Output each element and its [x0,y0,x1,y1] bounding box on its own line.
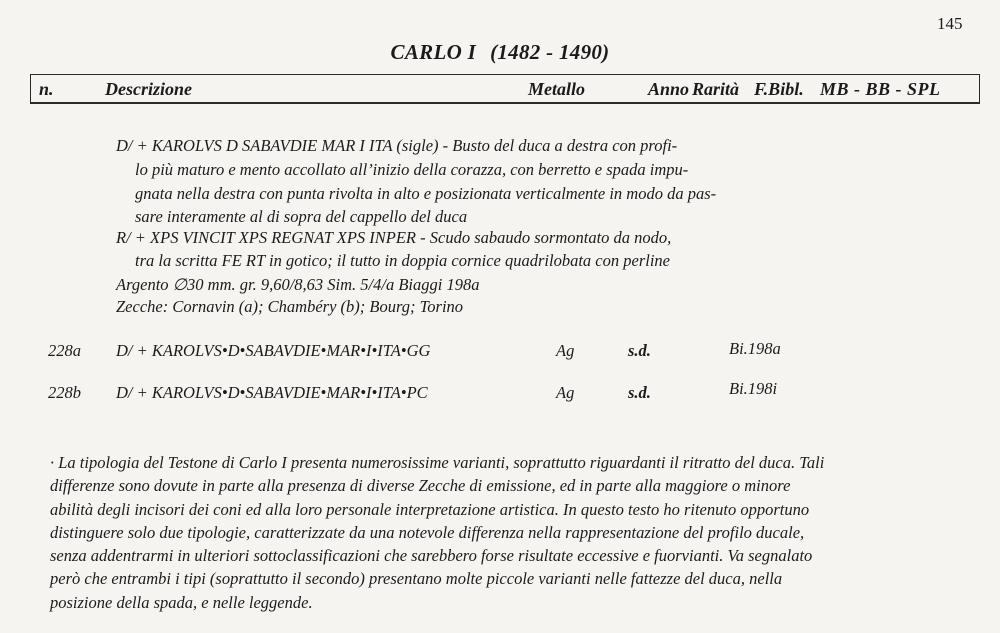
note-line: posizione della spada, e nelle leggende. [50,592,313,612]
variant-year: s.d. [628,341,651,360]
header-metal: Metallo [528,79,585,99]
note-line: senza addentrarmi in ulteriori sottoclassificazioni che sarebbero forse risultate eccessive e fuorvianti. Va segnalato [50,546,813,566]
note-line: · La tipologia del Testone di Carlo I presenta numerosissime varianti, soprattutto riguardanti il ritratto del duca. Tali [50,453,825,472]
reverse-line-1 [116,228,671,248]
note-line: abilità degli incisori dei coni ed alla loro personale interpretazione artistica. In questo testo ho ritenuto opportuno [50,499,810,519]
ruler-name: CARLO I [390,40,477,64]
mints-line: Zecche: Cornavin (a); Chambéry (b); Bourg; Torino [116,297,464,316]
section-title [0,40,1000,65]
variant-number: 228b [48,383,81,402]
note-line: però che entrambi i tipi (soprattutto il secondo) presentano molte piccole varianti nelle fattezze del duca, nella [50,569,783,589]
header-grades: MB - BB - SPL [820,79,941,99]
variant-metal: Ag [556,341,575,360]
header-year: Anno [648,79,690,99]
variant-bibliography: Bi.198a [729,339,781,358]
obverse-line-2: lo più maturo e mento accollato all’inizio della corazza, con berretto e spada impu- [135,160,689,179]
header-number: n. [39,79,54,99]
variant-legend: D/ + KAROLVS•D•SABAVDIE•MAR•I•ITA•PC [116,383,428,402]
header-bibliography: F.Bibl. [754,79,804,99]
ruler-period: (1482 - 1490) [490,40,610,64]
variant-legend: D/ + KAROLVS•D•SABAVDIE•MAR•I•ITA•GG [116,341,431,360]
obverse-line-4: sare interamente al di sopra del cappello del duca [135,207,468,226]
reverse-line-2: tra la scritta FE RT in gotico; il tutto in doppia cornice quadrilobata con perline [135,251,670,270]
note-line: distinguere solo due tipologie, caratterizzate da una notevole differenza nella rappresentazione del profilo ducale, [50,522,805,542]
metal-weight-line: Argento ∅30 mm. gr. 9,60/8,63 Sim. 5/4/a Biaggi 198a [116,275,480,294]
variant-number: 228a [48,341,81,360]
header-description: Descrizione [105,79,192,99]
obverse-legend: D/ + KAROLVS D SABAVDIE MAR I ITA (sigle) [116,136,439,155]
reverse-desc-1: - Scudo sabaudo sormontato da nodo, [416,228,672,247]
obverse-desc-1: - Busto del duca a destra con profi- [438,136,678,155]
variant-bibliography: Bi.198i [729,379,778,398]
reverse-legend: R/ + XPS VINCIT XPS REGNAT XPS INPER [116,228,417,247]
variant-year: s.d. [628,383,651,402]
obverse-line-1 [116,136,677,156]
note-line: differenze sono dovute in parte alla presenza di diverse Zecche di emissione, ed in parte alla maggiore o minore [50,476,791,496]
obverse-line-3: gnata nella destra con punta rivolta in alto e posizionata verticalmente in modo da pas- [135,184,717,203]
note-paragraph [50,451,974,614]
header-rarity: Rarità [692,79,740,99]
variant-metal: Ag [556,383,575,402]
column-header-bar [30,74,980,104]
page-number: 145 [937,14,963,33]
